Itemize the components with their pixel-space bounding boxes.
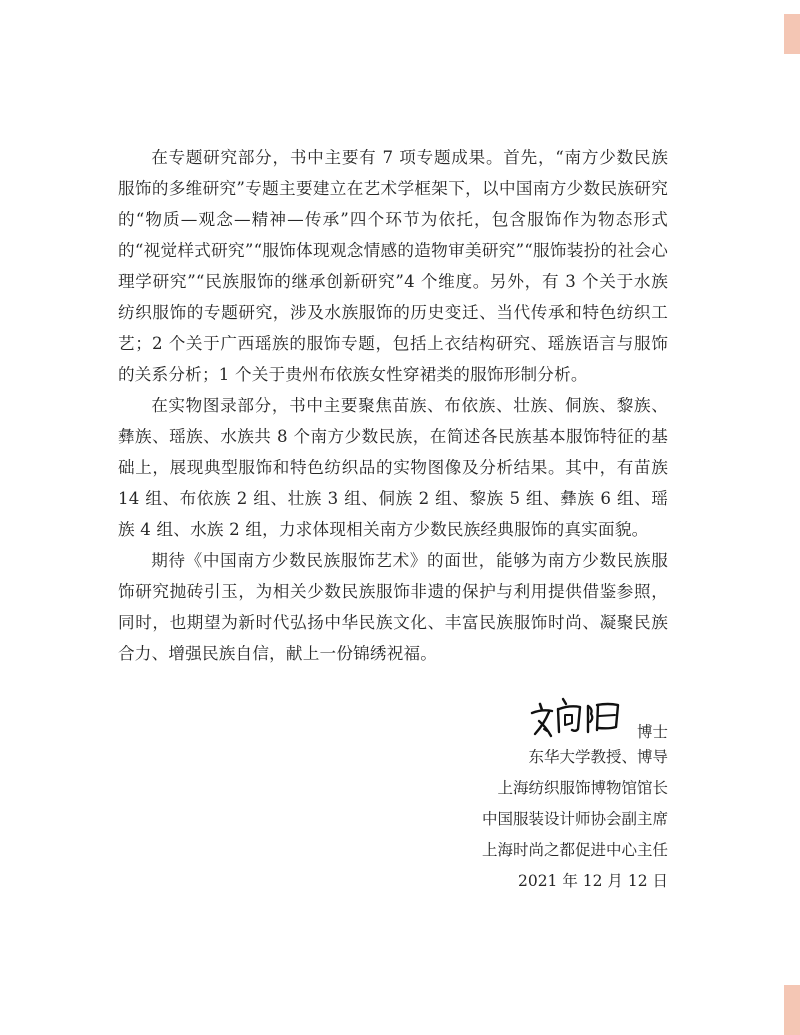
- handwritten-signature: [530, 696, 622, 738]
- author-title-3: 中国服装设计师协会副主席: [481, 810, 668, 828]
- signature-block: [470, 696, 670, 897]
- author-title-4: 上海时尚之都促进中心主任: [481, 841, 668, 859]
- page-edge-tab-top: [784, 14, 800, 54]
- paragraph-catalog: 在实物图录部分，书中主要聚焦苗族、布依族、壮族、侗族、黎族、彝族、瑶族、水族共 8 个南方少数民族，在简述各民族基本服饰特征的基础上，展现典型服饰和特色纺织品的实物图像及分析结果。其中，有苗族 14 组、布依族 2 组、壮族 3 组、侗族 2 组、黎族 5 组、彝族 6 组、瑶族 4 组、水族 2 组，力求体现相关南方少数民族经典服饰的真实面貌。: [118, 396, 668, 539]
- signature-date: 2021 年 12 月 12 日: [517, 872, 668, 890]
- body-text: [118, 142, 668, 669]
- paragraph-special-research: 在专题研究部分，书中主要有 7 项专题成果。首先，“南方少数民族服饰的多维研究”专题主要建立在艺术学框架下，以中国南方少数民族研究的“物质—观念—精神—传承”四个环节为依托，包含服饰作为物态形式的“视觉样式研究”“服饰体现观念情感的造物审美研究”“服饰装扮的社会心理学研究”“民族服饰的继承创新研究”4 个维度。另外，有 3 个关于水族纺织服饰的专题研究，涉及水族服饰的历史变迁、当代传承和特色纺织工艺；2 个关于广西瑶族的服饰专题，包括上衣结构研究、瑶族语言与服饰的关系分析；1 个关于贵州布依族女性穿裙类的服饰形制分析。: [118, 148, 668, 384]
- signature-row: [470, 696, 670, 740]
- paragraph-expectation: 期待《中国南方少数民族服饰艺术》的面世，能够为南方少数民族服饰研究抛砖引玉，为相关少数民族服饰非遗的保护与利用提供借鉴参照，同时，也期望为新时代弘扬中华民族文化、丰富民族服饰时尚、凝聚民族合力、增强民族自信，献上一份锦绣祝福。: [118, 551, 668, 663]
- author-title-2: 上海纺织服饰博物馆馆长: [497, 779, 668, 797]
- page-edge-tab-bottom: [784, 985, 800, 1035]
- author-title-1: 东华大学教授、博导: [528, 748, 668, 766]
- signature-suffix: 博士: [636, 723, 668, 741]
